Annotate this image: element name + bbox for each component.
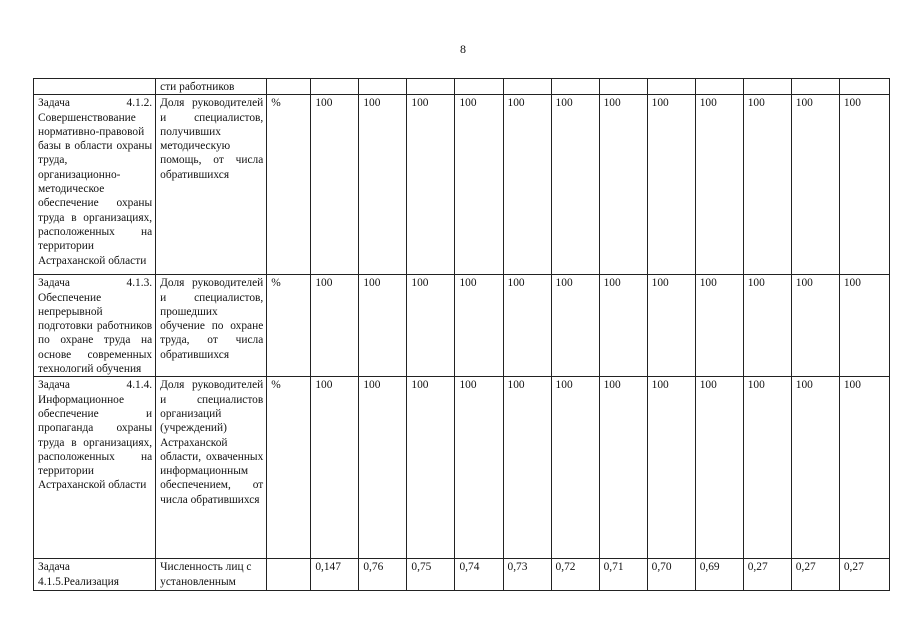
value-cell: 100 xyxy=(455,95,503,275)
value-cell: 100 xyxy=(503,275,551,377)
value-cell: 0,71 xyxy=(599,559,647,591)
value-cell: 100 xyxy=(839,377,889,559)
value-cell: 100 xyxy=(743,95,791,275)
value-cell: 100 xyxy=(791,377,839,559)
unit-cell xyxy=(267,559,311,591)
value-cell: 100 xyxy=(359,95,407,275)
table-row xyxy=(34,95,890,275)
value-cell: 100 xyxy=(311,95,359,275)
value-cell: 100 xyxy=(551,95,599,275)
indicator-cell: Численность лиц с установленным xyxy=(156,559,267,591)
value-cell: 100 xyxy=(359,275,407,377)
value-cell: 0,75 xyxy=(407,559,455,591)
value-cell: 100 xyxy=(407,95,455,275)
unit-cell: % xyxy=(267,377,311,559)
value-cell: 100 xyxy=(503,95,551,275)
table-row xyxy=(34,559,890,591)
table-row xyxy=(34,79,890,95)
value-cell: 0,73 xyxy=(503,559,551,591)
value-cell: 0,27 xyxy=(839,559,889,591)
indicator-cell: Доля руководителей и специалистов, прошедших обучение по охране труда, от числа обратившихся xyxy=(156,275,267,377)
task-cell: Задача 4.1.3. Обеспечение непрерывной подготовки работников по охране труда на основе современных технологий обучения xyxy=(34,275,156,377)
value-cell: 100 xyxy=(695,95,743,275)
value-cell: 100 xyxy=(599,95,647,275)
value-cell: 0,27 xyxy=(791,559,839,591)
task-cell: Задача 4.1.2. Совершенствование нормативно-правовой базы в области охраны труда, организационно-методическое обеспечение охраны труда в организациях, расположенных на территории Астраханской области xyxy=(34,95,156,275)
page-number: 8 xyxy=(460,42,466,56)
value-cell: 100 xyxy=(551,377,599,559)
value-cell: 0,147 xyxy=(311,559,359,591)
value-cell: 100 xyxy=(551,275,599,377)
indicator-cell: Доля руководителей и специалистов, получивших методическую помощь, от числа обратившихся xyxy=(156,95,267,275)
value-cell: 0,72 xyxy=(551,559,599,591)
task-cell xyxy=(34,79,156,95)
value-cell: 100 xyxy=(311,377,359,559)
value-cell: 100 xyxy=(695,275,743,377)
table-row xyxy=(34,377,890,559)
value-cell: 100 xyxy=(407,275,455,377)
value-cell: 100 xyxy=(359,377,407,559)
task-cell: Задача 4.1.4. Информационное обеспечение и пропаганда охраны труда в организациях, расположенных на территории Астраханской области xyxy=(34,377,156,559)
indicator-cell: сти работников xyxy=(156,79,267,95)
value-cell: 100 xyxy=(311,275,359,377)
value-cell: 0,69 xyxy=(695,559,743,591)
unit-cell: % xyxy=(267,275,311,377)
unit-cell: % xyxy=(267,95,311,275)
task-cell: Задача 4.1.5.Реализация xyxy=(34,559,156,591)
value-cell: 100 xyxy=(599,377,647,559)
value-cell: 100 xyxy=(839,95,889,275)
table-row xyxy=(34,275,890,377)
value-cell: 0,74 xyxy=(455,559,503,591)
value-cell: 100 xyxy=(647,95,695,275)
value-cell: 100 xyxy=(839,275,889,377)
value-cell: 100 xyxy=(647,377,695,559)
value-cell: 0,27 xyxy=(743,559,791,591)
value-cell: 0,76 xyxy=(359,559,407,591)
value-cell: 100 xyxy=(455,377,503,559)
value-cell: 100 xyxy=(743,275,791,377)
value-cell: 100 xyxy=(791,95,839,275)
value-cell: 100 xyxy=(407,377,455,559)
value-cell: 100 xyxy=(743,377,791,559)
value-cell: 100 xyxy=(695,377,743,559)
indicators-table xyxy=(33,78,890,591)
indicator-cell: Доля руководителей и специалистов организаций (учреждений) Астраханской области, охваченных информационным обеспечением, от числа обратившихся xyxy=(156,377,267,559)
value-cell: 100 xyxy=(647,275,695,377)
value-cell: 100 xyxy=(455,275,503,377)
value-cell: 100 xyxy=(599,275,647,377)
value-cell: 100 xyxy=(791,275,839,377)
value-cell: 0,70 xyxy=(647,559,695,591)
value-cell: 100 xyxy=(503,377,551,559)
